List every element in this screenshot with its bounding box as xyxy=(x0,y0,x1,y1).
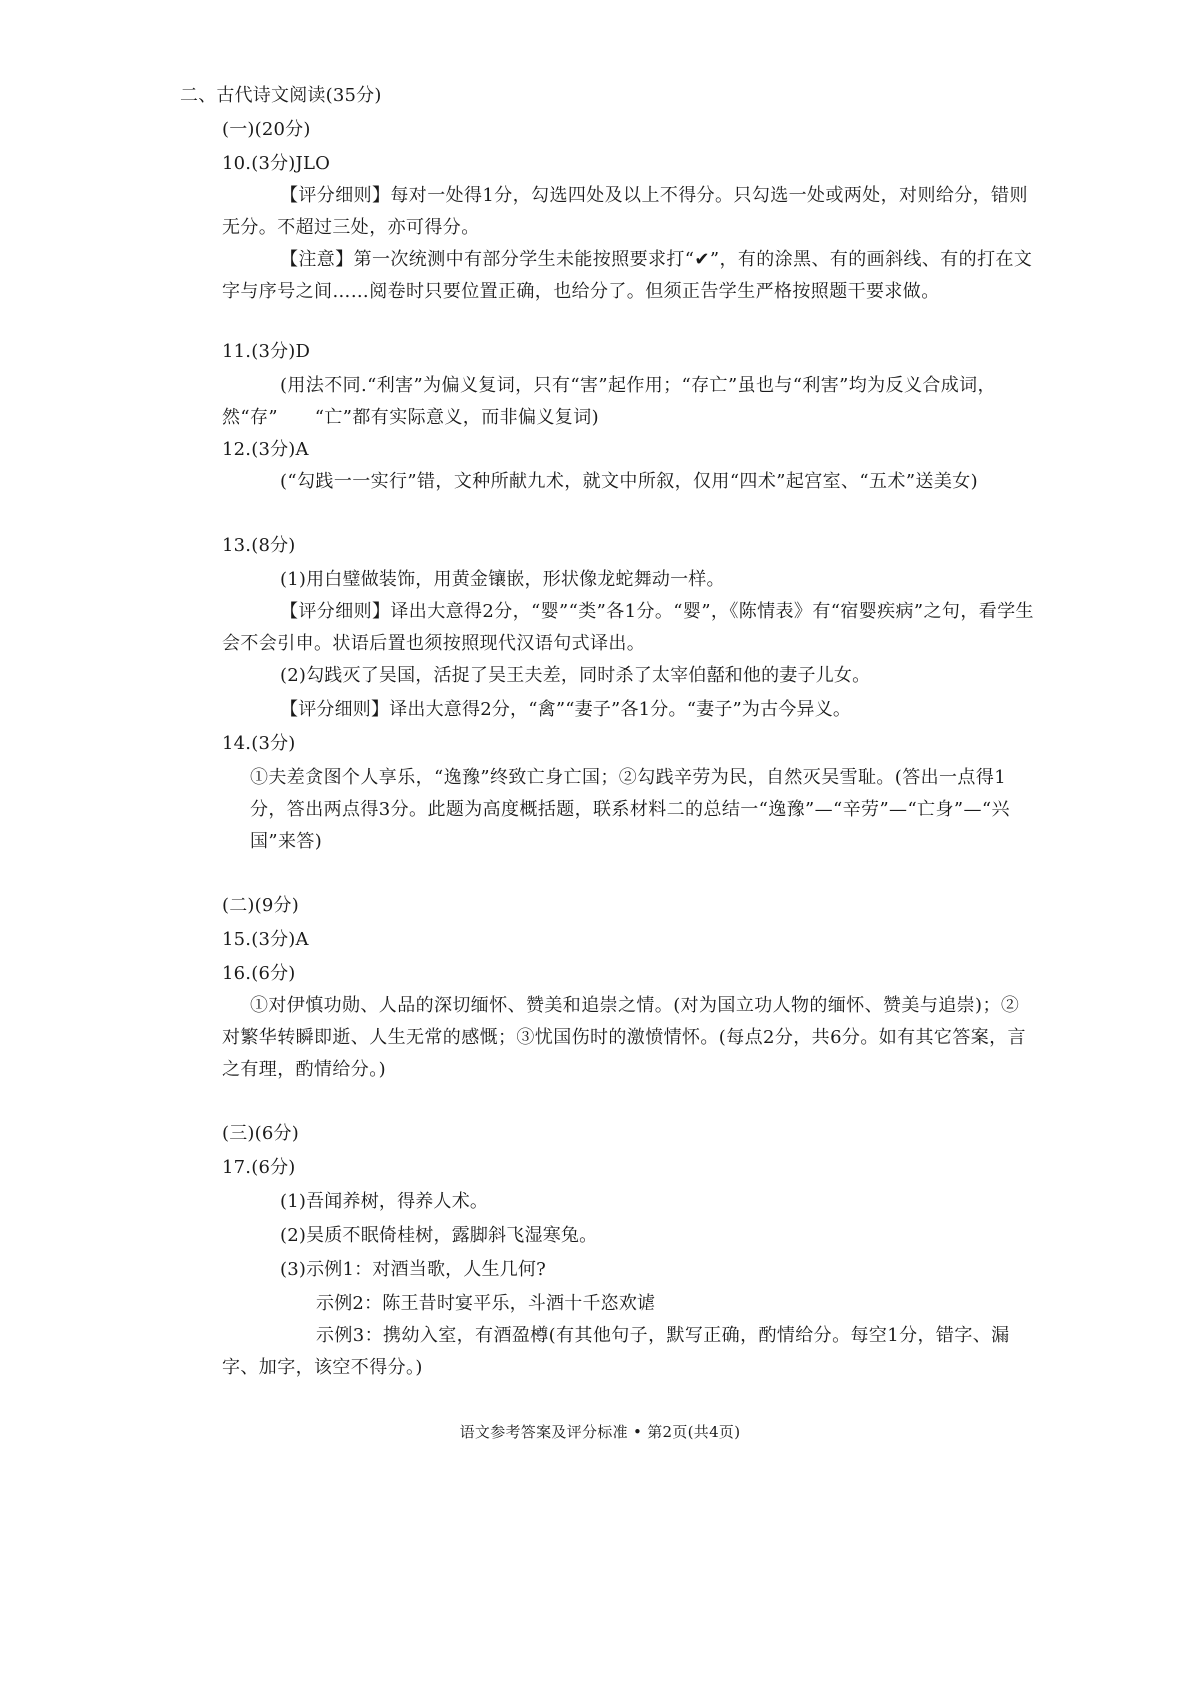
q17-answer-3: (3)示例1：对酒当歌，人生几何? xyxy=(280,1259,546,1280)
part3-heading: (三)(6分) xyxy=(222,1123,299,1144)
q14-answer: ①夫差贪图个人享乐，“逸豫”终致亡身亡国；②勾践辛劳为民，自然灭吴雪耻。(答出一点得1分，答出两点得3分。此题为高度概括题，联系材料二的总结一“逸豫”—“辛劳”—“亡身”—“兴国”来答) xyxy=(250,767,1010,852)
q12-explain: (“勾践一一实行”错，文种所献九术，就文中所叙，仅用“四术”起宫室、“五术”送美女) xyxy=(280,471,979,492)
q17-example-3: 示例3：携幼入室，有酒盈樽(有其他句子，默写正确，酌情给分。每空1分，错字、漏字、加字，该空不得分。) xyxy=(222,1325,1010,1378)
section-title: 二、古代诗文阅读(35分) xyxy=(180,85,382,106)
q13-rubric-1: 【评分细则】译出大意得2分，“婴”“类”各1分。“婴”，《陈情表》有“宿婴疾病”之句，看学生会不会引申。状语后置也须按照现代汉语句式译出。 xyxy=(222,601,1034,654)
q12-head: 12.(3分)A xyxy=(222,439,309,460)
q13-rubric-2: 【评分细则】译出大意得2分，“禽”“妻子”各1分。“妻子”为古今异义。 xyxy=(280,699,852,720)
q17-example-2: 示例2：陈王昔时宴平乐，斗酒十千恣欢谑 xyxy=(316,1293,656,1314)
q10-note: 【注意】第一次统测中有部分学生未能按照要求打“✔”，有的涂黑、有的画斜线、有的打在文字与序号之间……阅卷时只要位置正确，也给分了。但须正告学生严格按照题干要求做。 xyxy=(222,249,1033,302)
q17-answer-2: (2)吴质不眠倚桂树，露脚斜飞湿寒兔。 xyxy=(280,1225,598,1246)
part1-heading: (一)(20分) xyxy=(222,119,311,140)
q16-answer: ①对伊慎功勋、人品的深切缅怀、赞美和追崇之情。(对为国立功人物的缅怀、赞美与追崇)；②对繁华转瞬即逝、人生无常的感慨；③忧国伤时的激愤情怀。(每点2分，共6分。如有其它答案，言之有理，酌情给分。) xyxy=(222,995,1026,1080)
q15-answer: 15.(3分)A xyxy=(222,929,309,950)
q16-head: 16.(6分) xyxy=(222,963,296,984)
q10-rubric: 【评分细则】每对一处得1分，勾选四处及以上不得分。只勾选一处或两处，对则给分，错则无分。不超过三处，亦可得分。 xyxy=(222,185,1028,238)
q11-explain: (用法不同.“利害”为偏义复词，只有“害”起作用；“存亡”虽也与“利害”均为反义合成词，然“存” “亡”都有实际意义，而非偏义复词) xyxy=(222,375,996,428)
q17-head: 17.(6分) xyxy=(222,1157,296,1178)
part2-heading: (二)(9分) xyxy=(222,895,299,916)
q10-head: 10.(3分)JLO xyxy=(222,153,331,174)
q17-answer-1: (1)吾闻养树，得养人术。 xyxy=(280,1191,489,1212)
q13-answer-1: (1)用白璧做装饰，用黄金镶嵌，形状像龙蛇舞动一样。 xyxy=(280,569,725,590)
q11-head: 11.(3分)D xyxy=(222,341,311,362)
q13-answer-2: (2)勾践灭了吴国，活捉了吴王夫差，同时杀了太宰伯嚭和他的妻子儿女。 xyxy=(280,665,871,686)
q13-head: 13.(8分) xyxy=(222,535,296,556)
page-footer: 语文参考答案及评分标准 • 第2页(共4页) xyxy=(459,1423,741,1441)
q14-head: 14.(3分) xyxy=(222,733,296,754)
